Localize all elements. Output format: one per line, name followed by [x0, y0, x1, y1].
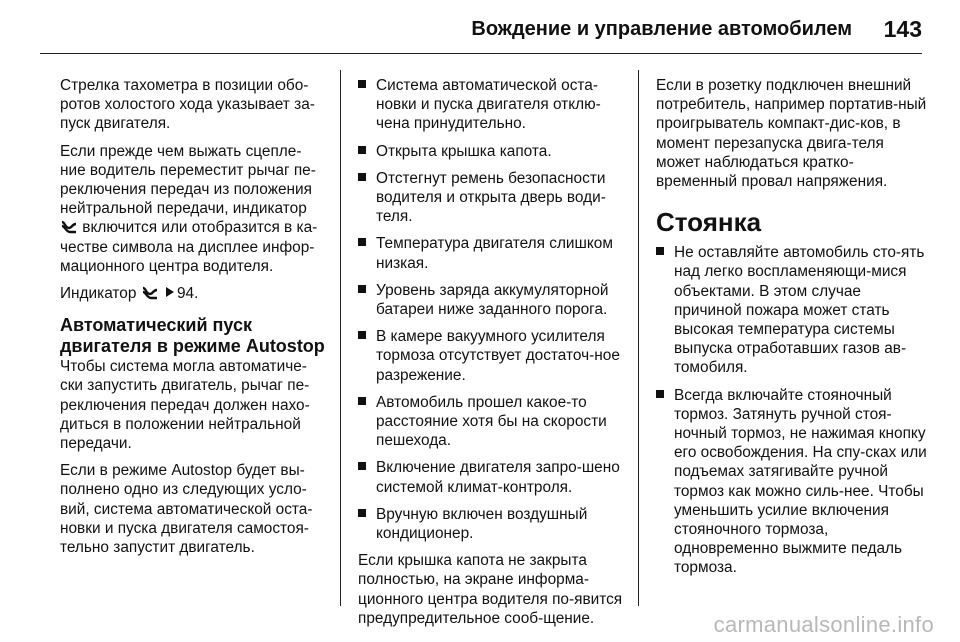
paragraph: Стрелка тахометра в позиции обо-ротов холостого хода указывает за-пуск двигателя. [60, 77, 315, 133]
bullet-square-icon [358, 173, 366, 181]
bullet-square-icon [358, 285, 366, 293]
paragraph: Если крышка капота не закрыта полностью, на экране информа-ционного центра водителя по-явится предупредительное сооб-щение. [358, 552, 623, 627]
list-item-text: Всегда включайте стояночный тормоз. Затянуть ручной стоя-ночный тормоз, не нажимая кнопку его освобождения. На спу-сках или подъемах затягивайте ручной тормоз как можно силь-нее. Чтобы уменьшить усилие включения стояночного тормоза, одновременно выжмите педаль тормоза. [674, 386, 927, 577]
list-item-text: Не оставляйте автомобиль сто-ять над легко воспламеняющи-мися объектами. В этом случае причиной пожара может стать высокая температура системы выпуска отработавших газов ав-томобиля. [674, 244, 925, 377]
bullet-square-icon [358, 462, 366, 470]
column-3 [656, 76, 928, 586]
list-item-text: Отстегнут ремень безопасности водителя и открыта дверь води-теля. [376, 169, 606, 226]
paragraph-text: включится или отобразится в ка-честве символа на дисплее инфор-мационного центра водителя. [60, 219, 318, 275]
list-item [358, 393, 630, 451]
column-2 [358, 76, 630, 636]
list-item-text: Включение двигателя запро-шено системой климат-контроля. [376, 459, 620, 496]
section-heading: Стоянка [656, 207, 762, 238]
bullet-square-icon [358, 331, 366, 339]
list-item [358, 327, 630, 385]
list-item [358, 169, 630, 227]
parking-list [656, 243, 928, 577]
bullet-square-icon [358, 80, 366, 88]
list-item [358, 234, 630, 272]
bullet-square-icon [656, 390, 664, 398]
column-divider-1 [340, 70, 341, 606]
bullet-square-icon [358, 146, 366, 154]
list-item [358, 142, 630, 161]
page-number: 143 [883, 16, 922, 42]
list-item-text: В камере вакуумного усилителя тормоза отсутствует достаточ-ное разрежение. [376, 328, 620, 384]
header-divider [40, 53, 922, 54]
paragraph [60, 142, 326, 276]
bullet-square-icon [656, 247, 664, 255]
page-header [0, 0, 960, 58]
list-item-text: Открыта крышка капота. [376, 142, 552, 160]
list-item-text: Температура двигателя слишком низкая. [376, 235, 613, 272]
autostop-indicator-icon [60, 220, 78, 234]
list-item-text: Уровень заряда аккумуляторной батареи ниже заданного порога. [376, 281, 609, 319]
column-1 [60, 76, 326, 565]
list-item-text: Система автоматической оста-новки и пуска двигателя отклю-чена принудительно. [376, 77, 601, 133]
list-item [656, 386, 928, 578]
bullet-square-icon [358, 238, 366, 246]
paragraph: Чтобы система могла автоматиче-ски запустить двигатель, рычаг пе-реключения передач должен нахо-диться в положении нейтральной передачи. [60, 358, 310, 453]
section-heading: Автоматический пуск двигателя в режиме Autostop [60, 315, 325, 357]
list-item [358, 458, 630, 496]
page-reference-arrow-icon [166, 287, 174, 297]
paragraph: Если в режиме Autostop будет вы-полнено одно из следующих усло-вий, система автоматической оста-новки и пуска двигателя самостоя-тельно запустит двигатель. [60, 462, 313, 557]
page-reference[interactable]: 94. [177, 285, 199, 303]
condition-list [358, 76, 630, 543]
bullet-square-icon [358, 397, 366, 405]
autostop-indicator-icon [141, 286, 159, 300]
watermark: carmanualsonline.info [713, 612, 934, 637]
list-item [358, 281, 630, 319]
paragraph: Если в розетку подключен внешний потребитель, например портатив-ный проигрыватель компакт-дис-ков, в момент перезапуска двига-теля может наблюдаться кратко-временный провал напряжения. [656, 77, 927, 191]
paragraph-text: Если прежде чем выжать сцепле-ние водитель переместит рычаг пе-реключения передач из положения нейтральной передачи, индикатор [60, 142, 316, 218]
bullet-square-icon [358, 509, 366, 517]
list-item [656, 243, 928, 377]
page-title: Вождение и управление автомобилем [471, 18, 852, 40]
list-item [358, 505, 630, 543]
list-item-text: Автомобиль прошел какое-то расстояние хотя бы на скорости пешехода. [376, 393, 607, 450]
list-item-text: Вручную включен воздушный кондиционер. [376, 505, 588, 543]
paragraph-text: Индикатор [60, 285, 137, 303]
paragraph [60, 284, 326, 303]
list-item [358, 76, 630, 134]
column-divider-2 [638, 70, 639, 606]
